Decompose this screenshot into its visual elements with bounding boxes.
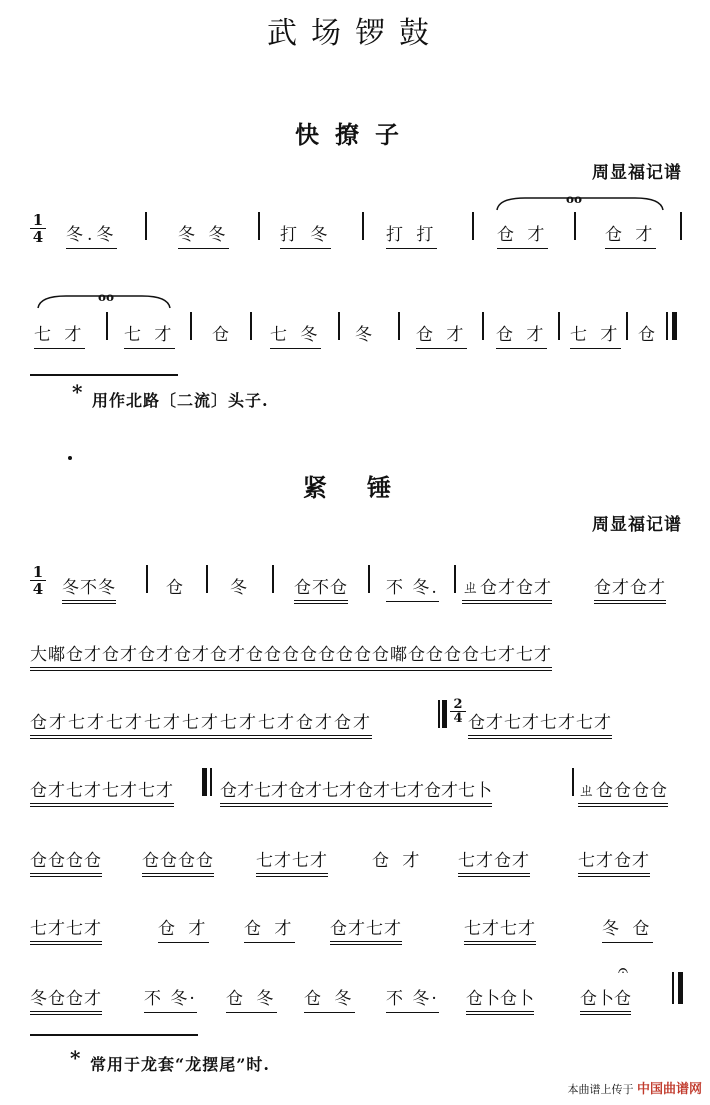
section1-line1 — [30, 220, 685, 260]
beat: 不 冬· — [386, 984, 439, 1013]
barline — [672, 972, 674, 1004]
barline — [666, 312, 668, 340]
beat: 七 才 — [34, 320, 85, 349]
beat: 七才仓才 — [458, 846, 530, 877]
repeat-barline-thick — [442, 700, 447, 728]
barline — [106, 312, 108, 340]
beat: 冬不冬 — [62, 573, 116, 604]
barline — [250, 312, 252, 340]
barline — [472, 212, 474, 240]
section2-line7 — [30, 984, 685, 1024]
section2-line3 — [30, 697, 685, 748]
beat: 仓 才 — [605, 220, 656, 249]
beat: 冬.冬 — [66, 220, 117, 249]
barline — [558, 312, 560, 340]
barline — [362, 212, 364, 240]
site-logo[interactable]: 中国曲谱网 — [636, 1082, 702, 1097]
time-numerator: 1 — [30, 564, 46, 581]
beat: 仓才七才七才七才 — [30, 776, 174, 807]
beat: 冬仓仓才 — [30, 984, 102, 1015]
beat: 仓仓仓仓 — [30, 846, 102, 877]
beat: 打 冬 — [280, 220, 331, 249]
barline — [368, 565, 370, 593]
beat: 冬 冬 — [178, 220, 229, 249]
barline — [482, 312, 484, 340]
barline — [146, 565, 148, 593]
beat: 仓卜仓卜 — [466, 984, 534, 1015]
dot-mark — [68, 456, 72, 460]
upload-footer — [567, 1078, 702, 1097]
beat: 仓才七才七才七才 — [468, 708, 612, 739]
footnote-star: * — [72, 380, 84, 404]
section1-footnote: 用作北路〔二流〕头子. — [92, 391, 269, 410]
time-numerator: 1 — [30, 212, 46, 229]
barline — [145, 212, 147, 240]
barline — [572, 768, 574, 796]
section1-credit: 周显福记谱 — [592, 163, 682, 183]
beat: 不 冬· — [144, 984, 197, 1013]
beat: 仓才仓才 — [594, 573, 666, 604]
beat: 仓 — [212, 325, 233, 345]
time-denominator: 4 — [32, 228, 44, 246]
beat: 仓仓仓仓 — [142, 846, 214, 877]
final-barline — [672, 312, 677, 340]
beat: 仓 才 — [372, 851, 424, 871]
section2-footnote: 常用于龙套“龙摆尾”时. — [90, 1055, 270, 1074]
time-denominator: 4 — [32, 580, 44, 598]
section1-line2 — [30, 320, 685, 360]
barline — [190, 312, 192, 340]
section2-title: 紧 锤 — [302, 473, 408, 502]
beat: 冬 仓 — [602, 914, 653, 943]
section1-title: 快撩子 — [295, 120, 415, 149]
beat: 冬 — [355, 325, 376, 345]
barline — [626, 312, 628, 340]
barline — [272, 565, 274, 593]
section2-line5 — [30, 846, 685, 886]
footnote-rule — [30, 1034, 198, 1036]
time-numerator: 2 — [450, 698, 466, 712]
beat: 七 才 — [570, 320, 621, 349]
barline — [454, 565, 456, 593]
beat: 仓 — [166, 578, 187, 598]
section2-line2 — [30, 640, 685, 680]
repeat-barline — [210, 768, 212, 796]
beat: 七 才 — [124, 320, 175, 349]
beat: 仓 才 — [158, 914, 209, 943]
beat: ㄓ仓仓仓仓 — [578, 776, 668, 807]
beat: 七 冬 — [270, 320, 321, 349]
fermata-icon: 𝄐 — [618, 960, 629, 981]
beat: 仓 才 — [497, 220, 548, 249]
beat: 仓才七才仓才七才仓才七才仓才七卜 — [220, 776, 492, 807]
footnote-star: * — [70, 1046, 82, 1070]
barline — [206, 565, 208, 593]
section2-credit: 周显福记谱 — [592, 515, 682, 535]
barline — [398, 312, 400, 340]
final-barline — [678, 972, 683, 1004]
beat: 仓 — [638, 325, 659, 345]
footnote-rule — [30, 374, 178, 376]
footer-prefix: 本曲谱上传于 — [567, 1083, 634, 1096]
slur-dots: oo — [566, 192, 583, 206]
beat: 七才仓才 — [578, 846, 650, 877]
beat: 仓 才 — [416, 320, 467, 349]
beat: 仓 才 — [244, 914, 295, 943]
barline — [338, 312, 340, 340]
section2-line1 — [30, 573, 685, 613]
section2-line6 — [30, 914, 685, 954]
section2-line4 — [30, 776, 685, 816]
beat: 仓才七才 — [330, 914, 402, 945]
beat: 七才七才 — [30, 914, 102, 945]
beat: 仓 才 — [496, 320, 547, 349]
page-title: 武场锣鼓 — [267, 16, 443, 51]
beat: 仓才七才七才七才七才七才七才仓才仓才 — [30, 708, 372, 739]
section2-time-signature-2 — [450, 698, 466, 725]
beat: 仓 冬 — [226, 984, 277, 1013]
beat: 冬 — [230, 578, 251, 598]
beat: 七才七才 — [256, 846, 328, 877]
beat: 仓不仓 — [294, 573, 348, 604]
repeat-barline-thick — [202, 768, 207, 796]
slur-dots: oo — [98, 290, 115, 304]
barline — [680, 212, 682, 240]
beat: 七才七才 — [464, 914, 536, 945]
barline — [574, 212, 576, 240]
beat: 大嘟仓才仓才仓才仓才仓才仓仓仓仓仓仓仓仓嘟仓仓仓仓七才七才 — [30, 640, 552, 671]
repeat-barline — [438, 700, 440, 728]
beat: 不 冬. — [386, 573, 439, 602]
beat: 仓 冬 — [304, 984, 355, 1013]
beat: 打 打 — [386, 220, 437, 249]
beat: ㄓ仓才仓才 — [462, 573, 552, 604]
time-denominator: 4 — [453, 711, 463, 726]
barline — [258, 212, 260, 240]
beat: 仓卜仓 — [580, 984, 631, 1015]
